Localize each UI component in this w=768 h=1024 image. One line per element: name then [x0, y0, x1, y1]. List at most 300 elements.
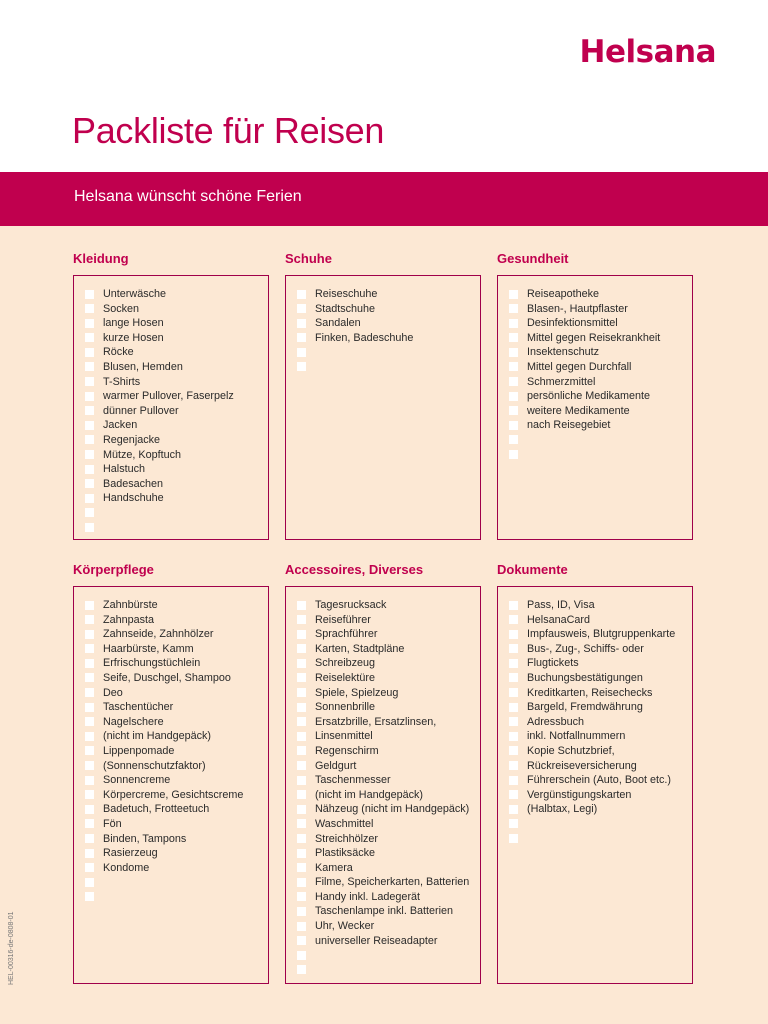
checkbox[interactable] [509, 450, 518, 459]
section-title: Kleidung [73, 251, 129, 266]
checkbox[interactable] [85, 790, 94, 799]
checkbox[interactable] [297, 348, 306, 357]
checklist-item-label: Uhr, Wecker [315, 920, 375, 933]
document-code: HEL-00316-de-0808-01 [8, 911, 15, 985]
checkbox[interactable] [85, 319, 94, 328]
checkbox[interactable] [509, 615, 518, 624]
checkbox[interactable] [85, 732, 94, 741]
checkbox[interactable] [297, 615, 306, 624]
checklist-item-label: kurze Hosen [103, 331, 164, 344]
checkbox[interactable] [509, 703, 518, 712]
checklist-item-label: persönliche Medikamente [527, 390, 651, 403]
checkbox[interactable] [297, 673, 306, 682]
checklist-item [74, 890, 268, 905]
checkbox[interactable] [509, 392, 518, 401]
checklist-item-label: Führerschein (Auto, Boot etc.) [527, 774, 672, 787]
checklist-item-label: Schmerzmittel [527, 375, 596, 388]
checklist-item [74, 287, 268, 302]
checklist-item [286, 331, 480, 346]
checklist-item-label: Reiselektüre [315, 671, 376, 684]
checklist-item [74, 846, 268, 861]
checklist-item [74, 744, 268, 759]
checkbox[interactable] [509, 834, 518, 843]
checklist-item [74, 861, 268, 876]
checkbox[interactable] [509, 776, 518, 785]
checkbox[interactable] [85, 834, 94, 843]
checklist-item [74, 700, 268, 715]
checkbox[interactable] [297, 790, 306, 799]
checklist-item [498, 832, 692, 847]
checklist-item-label: Schreibzeug [315, 657, 376, 670]
checkbox[interactable] [297, 319, 306, 328]
checklist-item [498, 345, 692, 360]
section-schuhe [285, 249, 483, 344]
checkbox[interactable] [297, 819, 306, 828]
checklist-item-label: universeller Reiseadapter [315, 934, 438, 947]
checklist-item-label: (Sonnenschutzfaktor) [103, 759, 206, 772]
checklist-item-label: Bargeld, Fremdwährung [527, 701, 643, 714]
checklist-item-label: Blasen-, Hautpflaster [527, 302, 628, 315]
section-title: Gesundheit [497, 251, 569, 266]
checklist-item [74, 506, 268, 521]
section-title: Accessoires, Diverses [285, 562, 424, 577]
checkbox[interactable] [85, 673, 94, 682]
checklist-item [498, 773, 692, 788]
checkbox[interactable] [297, 290, 306, 299]
checkbox[interactable] [509, 304, 518, 313]
checkbox[interactable] [297, 601, 306, 610]
checklist-box [285, 275, 481, 540]
checklist-item-label: Handschuhe [103, 492, 164, 505]
section-title: Schuhe [285, 251, 332, 266]
checklist-item [286, 598, 480, 613]
checkbox[interactable] [509, 717, 518, 726]
checkbox[interactable] [509, 601, 518, 610]
checklist-item-label: inkl. Notfallnummern [527, 730, 626, 743]
checklist-item-label: Streichhölzer [315, 832, 379, 845]
checklist-item-label: Deo [103, 686, 123, 699]
checklist-item [498, 715, 692, 730]
checkbox[interactable] [297, 732, 306, 741]
checklist-item-label: Sonnenbrille [315, 701, 376, 714]
checklist-box [497, 275, 693, 540]
checklist-item [286, 613, 480, 628]
header [0, 0, 768, 172]
checklist-item-label: Blusen, Hemden [103, 360, 183, 373]
checkbox[interactable] [509, 659, 518, 668]
checkbox[interactable] [509, 630, 518, 639]
checkbox[interactable] [85, 465, 94, 474]
checklist-item-label: Impfausweis, Blutgruppenkarte [527, 628, 676, 641]
checkbox[interactable] [297, 333, 306, 342]
checkbox[interactable] [297, 304, 306, 313]
checklist-item [286, 642, 480, 657]
checklist-item-label: Filme, Speicherkarten, Batterien [315, 876, 470, 889]
checklist-item [74, 875, 268, 890]
checklist-item-label: Nagelschere [103, 715, 164, 728]
checkbox[interactable] [297, 834, 306, 843]
checkbox[interactable] [509, 435, 518, 444]
checklist-item [498, 302, 692, 317]
banner-text: Helsana wünscht schöne Ferien [74, 188, 302, 205]
checklist-item-label: Mittel gegen Reisekrankheit [527, 331, 661, 344]
checkbox[interactable] [509, 644, 518, 653]
checklist-item-label: Waschmittel [315, 817, 374, 830]
checklist-item [74, 715, 268, 730]
checklist-item [498, 671, 692, 686]
checklist-item-label: Vergünstigungskarten [527, 788, 632, 801]
checklist-item-label: Röcke [103, 346, 134, 359]
checkbox[interactable] [297, 951, 306, 960]
checkbox[interactable] [509, 421, 518, 430]
checklist-item [286, 715, 480, 730]
checklist-item [286, 802, 480, 817]
checklist-item-label: Rasierzeug [103, 847, 158, 860]
checklist-item [74, 521, 268, 536]
checkbox[interactable] [85, 290, 94, 299]
checkbox[interactable] [85, 450, 94, 459]
checkbox[interactable] [509, 290, 518, 299]
checkbox[interactable] [509, 377, 518, 386]
checklist-box [497, 586, 693, 984]
section-accessoires [285, 560, 483, 947]
checklist-item [498, 389, 692, 404]
checkbox[interactable] [297, 922, 306, 931]
checklist-item [74, 817, 268, 832]
checklist-item-label: Sonnencreme [103, 774, 171, 787]
checklist-item [74, 375, 268, 390]
checklist-item-label: Stadtschuhe [315, 302, 376, 315]
brand-logo: Helsana [579, 34, 716, 70]
checklist-item [74, 613, 268, 628]
checklist-item [286, 904, 480, 919]
checkbox[interactable] [85, 377, 94, 386]
checklist-item-label: Kamera [315, 861, 353, 874]
checkbox[interactable] [509, 732, 518, 741]
checklist-item-label: Erfrischungstüchlein [103, 657, 201, 670]
checklist-item-label: Linsenmittel [315, 730, 373, 743]
checklist-item [498, 729, 692, 744]
checklist-item-label: HelsanaCard [527, 613, 591, 626]
checkbox[interactable] [297, 630, 306, 639]
section-gesundheit [497, 249, 695, 432]
checklist-item-label: Seife, Duschgel, Shampoo [103, 671, 231, 684]
checklist-item-label: Insektenschutz [527, 346, 600, 359]
checkbox[interactable] [297, 761, 306, 770]
checkbox[interactable] [297, 965, 306, 974]
checklist-item [74, 389, 268, 404]
checklist-item [74, 598, 268, 613]
checklist-item-label: Lippenpomade [103, 744, 175, 757]
checkbox[interactable] [85, 479, 94, 488]
checkbox[interactable] [297, 717, 306, 726]
checklist-item-label: Buchungsbestätigungen [527, 671, 643, 684]
checklist-item [286, 360, 480, 375]
checklist-item-label: Kreditkarten, Reisechecks [527, 686, 653, 699]
checklist-item-label: Ersatzbrille, Ersatzlinsen, [315, 715, 437, 728]
checklist-item [286, 846, 480, 861]
checkbox[interactable] [85, 776, 94, 785]
checkbox[interactable] [85, 421, 94, 430]
checklist-item-label: Taschenmesser [315, 774, 391, 787]
checklist-item-label: Mütze, Kopftuch [103, 448, 182, 461]
checklist-item-label: Flugtickets [527, 657, 579, 670]
checklist-item [74, 642, 268, 657]
checkbox[interactable] [297, 907, 306, 916]
checklist-item [74, 788, 268, 803]
section-dokumente [497, 560, 695, 816]
checkbox[interactable] [85, 863, 94, 872]
checklist-item [74, 433, 268, 448]
checkbox[interactable] [297, 746, 306, 755]
checkbox[interactable] [85, 819, 94, 828]
checkbox[interactable] [85, 494, 94, 503]
banner [0, 172, 768, 226]
checklist-item-label: Reiseschuhe [315, 288, 378, 300]
checklist-item [286, 890, 480, 905]
checkbox[interactable] [85, 508, 94, 517]
checklist-item [74, 832, 268, 847]
checklist-item [286, 963, 480, 978]
checklist-item [74, 686, 268, 701]
checklist-item [286, 287, 480, 302]
checklist-item-label: Jacken [103, 419, 138, 432]
checklist-item [498, 404, 692, 419]
checklist-item-label: dünner Pullover [103, 404, 179, 417]
checklist-item [286, 744, 480, 759]
checklist-item-label: Bus-, Zug-, Schiffs- oder [527, 642, 644, 655]
checklist-item [498, 686, 692, 701]
checklist-item-label: Tagesrucksack [315, 599, 387, 611]
checkbox[interactable] [85, 878, 94, 887]
checklist-item [286, 700, 480, 715]
checklist-box [73, 275, 269, 540]
checkbox[interactable] [509, 673, 518, 682]
checkbox[interactable] [85, 659, 94, 668]
checkbox[interactable] [85, 892, 94, 901]
checklist-item [286, 686, 480, 701]
checklist-item [286, 302, 480, 317]
checklist-item [498, 598, 692, 613]
checklist-item-label: Reiseführer [315, 613, 371, 626]
checklist-item-label: Haarbürste, Kamm [103, 642, 194, 655]
checklist-item-label: Fön [103, 817, 122, 830]
checkbox[interactable] [297, 863, 306, 872]
checklist-item-label: Taschenlampe inkl. Batterien [315, 905, 454, 918]
checkbox[interactable] [85, 615, 94, 624]
checkbox[interactable] [85, 362, 94, 371]
checklist-item-label: Sandalen [315, 317, 361, 330]
checklist-item-label: Badetuch, Frotteetuch [103, 803, 210, 816]
checklist-item-label: Sprachführer [315, 628, 378, 641]
checklist-item [286, 861, 480, 876]
checkbox[interactable] [85, 644, 94, 653]
checklist-item [286, 832, 480, 847]
checkbox[interactable] [509, 348, 518, 357]
checkbox[interactable] [297, 703, 306, 712]
checklist-item-label: Zahnpasta [103, 613, 155, 626]
checklist-item [498, 700, 692, 715]
checkbox[interactable] [509, 761, 518, 770]
checklist-item [498, 642, 692, 657]
checklist-item [74, 477, 268, 492]
checklist-item [286, 817, 480, 832]
checklist-item [286, 656, 480, 671]
checklist-item-label: Unterwäsche [103, 288, 167, 300]
checkbox[interactable] [297, 878, 306, 887]
checklist-item [74, 404, 268, 419]
checklist-item [498, 627, 692, 642]
checklist-item [286, 919, 480, 934]
checklist-item [498, 744, 692, 759]
checkbox[interactable] [85, 392, 94, 401]
checklist-item [498, 433, 692, 448]
checklist-item [74, 345, 268, 360]
checkbox[interactable] [297, 892, 306, 901]
checkbox[interactable] [509, 805, 518, 814]
checklist-item [498, 375, 692, 390]
checkbox[interactable] [509, 819, 518, 828]
checklist-item-label: Regenschirm [315, 744, 379, 757]
checkbox[interactable] [85, 688, 94, 697]
checklist-item [286, 627, 480, 642]
checkbox[interactable] [85, 348, 94, 357]
checklist-item-label: Reiseapotheke [527, 288, 600, 300]
checklist-item [286, 316, 480, 331]
checkbox[interactable] [509, 406, 518, 415]
checklist-item [74, 759, 268, 774]
checklist-item [498, 656, 692, 671]
checklist-item [74, 802, 268, 817]
checkbox[interactable] [85, 761, 94, 770]
checklist-item-label: Badesachen [103, 477, 164, 490]
checkbox[interactable] [509, 790, 518, 799]
checkbox[interactable] [85, 333, 94, 342]
checklist-item [498, 418, 692, 433]
section-title: Dokumente [497, 562, 568, 577]
checklist-item-label: Finken, Badeschuhe [315, 331, 414, 344]
checklist-item-label: lange Hosen [103, 317, 164, 330]
checklist-item [286, 729, 480, 744]
checklist-item [74, 671, 268, 686]
checkbox[interactable] [85, 717, 94, 726]
checklist-item [74, 331, 268, 346]
checklist-item-label: Pass, ID, Visa [527, 599, 595, 611]
checklist-item-label: Plastiksäcke [315, 847, 376, 860]
checklist-item-label: (nicht im Handgepäck) [103, 730, 212, 743]
checklist-item [498, 331, 692, 346]
checkbox[interactable] [509, 746, 518, 755]
checklist-item [74, 462, 268, 477]
checkbox[interactable] [85, 304, 94, 313]
checklist-item-label: Kopie Schutzbrief, [527, 744, 615, 757]
checklist-item-label: nach Reisegebiet [527, 419, 611, 432]
checklist-item-label: T-Shirts [103, 375, 141, 388]
checklist-item-label: Desinfektionsmittel [527, 317, 618, 330]
checkbox[interactable] [297, 644, 306, 653]
checklist-item [498, 316, 692, 331]
checklist-box [285, 586, 481, 984]
checkbox[interactable] [509, 362, 518, 371]
checklist-item-label: weitere Medikamente [527, 404, 630, 417]
checkbox[interactable] [297, 688, 306, 697]
checklist-item [74, 491, 268, 506]
section-title: Körperpflege [73, 562, 154, 577]
checklist-item-label: Nähzeug (nicht im Handgepäck) [315, 803, 470, 816]
checklist-item-label: Rückreiseversicherung [527, 759, 637, 772]
checklist-item [74, 418, 268, 433]
checklist-item [74, 448, 268, 463]
checklist-item [286, 875, 480, 890]
checkbox[interactable] [297, 776, 306, 785]
checkbox[interactable] [85, 406, 94, 415]
checklist-item [286, 345, 480, 360]
checklist-item [286, 671, 480, 686]
checklist-item [498, 448, 692, 463]
checklist-item-label: Zahnseide, Zahnhölzer [103, 628, 214, 641]
checklist-item [498, 802, 692, 817]
checkbox[interactable] [85, 849, 94, 858]
checklist-item [286, 788, 480, 803]
checklist-item [286, 948, 480, 963]
checkbox[interactable] [297, 936, 306, 945]
checkbox[interactable] [85, 805, 94, 814]
checklist-item [498, 613, 692, 628]
checklist-item [498, 788, 692, 803]
checklist-item [498, 817, 692, 832]
checklist-item-label: Taschentücher [103, 701, 174, 714]
checkbox[interactable] [297, 362, 306, 371]
checkbox[interactable] [85, 523, 94, 532]
checklist-box [73, 586, 269, 984]
checkbox[interactable] [297, 849, 306, 858]
checklist-item-label: Halstuch [103, 463, 146, 476]
checklist-item [74, 627, 268, 642]
checkbox[interactable] [85, 435, 94, 444]
checklist-item-label: Spiele, Spielzeug [315, 686, 399, 699]
checkbox[interactable] [509, 319, 518, 328]
checkbox[interactable] [85, 703, 94, 712]
checklist-item [74, 729, 268, 744]
checklist-item-label: Kondome [103, 861, 150, 874]
checkbox[interactable] [509, 333, 518, 342]
checklist-item [286, 759, 480, 774]
checkbox[interactable] [297, 659, 306, 668]
checklist-item-label: Regenjacke [103, 433, 161, 446]
checklist-item [74, 773, 268, 788]
checklist-item-label: Mittel gegen Durchfall [527, 360, 632, 373]
section-koerperpflege [73, 560, 271, 874]
checklist-item-label: Handy inkl. Ladegerät [315, 890, 421, 903]
checklist-item-label: (nicht im Handgepäck) [315, 788, 424, 801]
checkbox[interactable] [85, 746, 94, 755]
section-kleidung [73, 249, 271, 505]
checklist-item [74, 302, 268, 317]
checkbox[interactable] [85, 630, 94, 639]
checkbox[interactable] [509, 688, 518, 697]
checklist-item-label: Binden, Tampons [103, 832, 187, 845]
checklist-item [74, 656, 268, 671]
checklist-item [498, 759, 692, 774]
checklist-item [498, 287, 692, 302]
checkbox[interactable] [85, 601, 94, 610]
checklist-item [74, 360, 268, 375]
checkbox[interactable] [297, 805, 306, 814]
checklist-item-label: Geldgurt [315, 759, 357, 772]
checklist-item-label: Socken [103, 302, 140, 315]
checklist-item-label: warmer Pullover, Faserpelz [103, 390, 234, 403]
checklist-item-label: Zahnbürste [103, 599, 158, 611]
